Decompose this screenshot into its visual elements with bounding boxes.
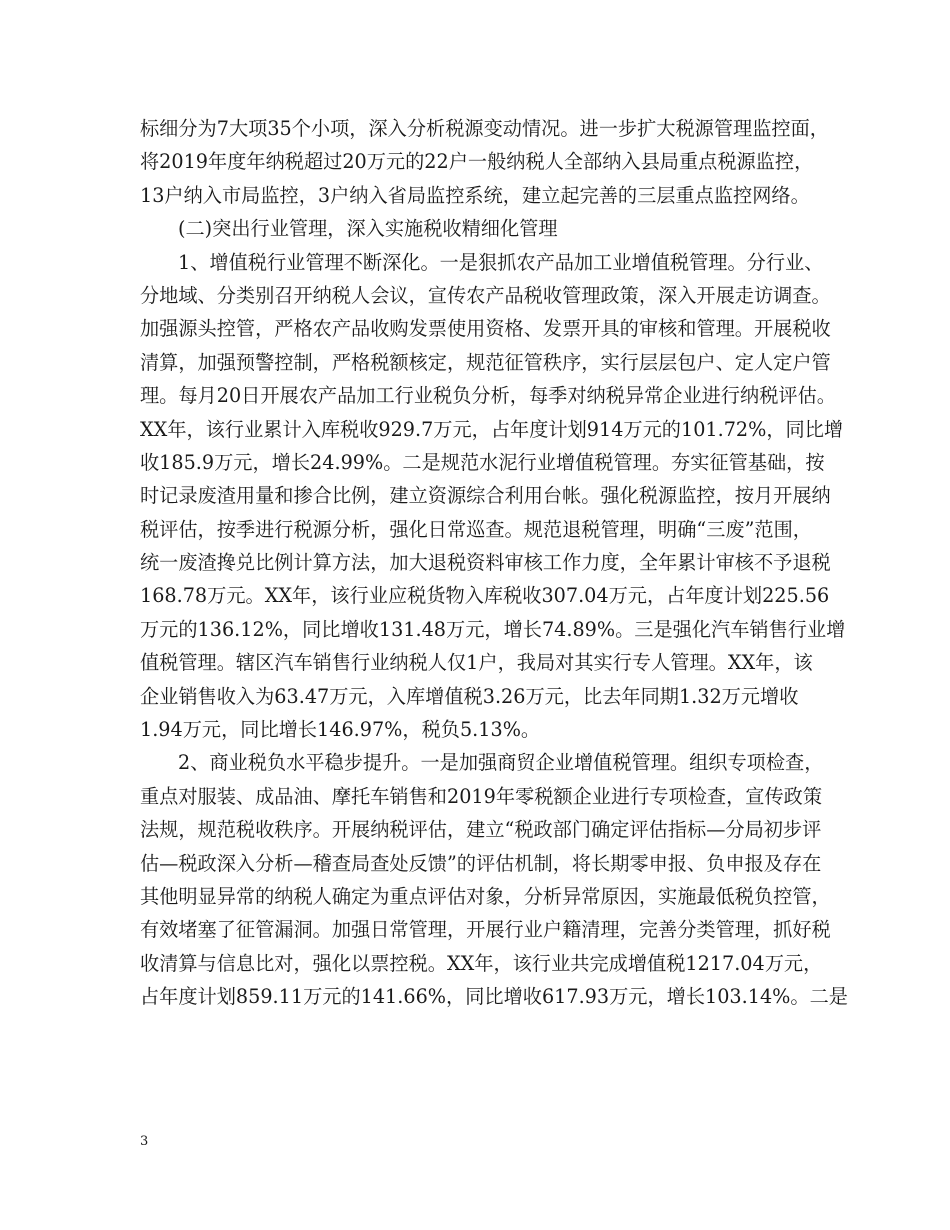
text-line: 清算，加强预警控制，严格税额核定，规范征管秩序，实行层层包户、定人定户管 <box>140 350 831 374</box>
text-line: 收185.9万元，增长24.99%。二是规范水泥行业增值税管理。夯实征管基础，按 <box>140 450 825 474</box>
text-line: 万元的136.12%，同比增收131.48万元，增长74.89%。三是强化汽车销售行业增 <box>140 617 846 641</box>
text-line: 加强源头控管，严格农产品收购发票使用资格、发票开具的审核和管理。开展税收 <box>140 317 831 341</box>
text-line: 标细分为7大项35个小项，深入分析税源变动情况。进一步扩大税源管理监控面， <box>140 117 829 140</box>
text-line: 其他明显异常的纳税人确定为重点评估对象，分析异常原因，实施最低税负控管， <box>140 884 831 908</box>
text-line: 占年度计划859.11万元的141.66%，同比增收617.93万元，增长103.14%。二是 <box>140 985 848 1009</box>
text-line: 理。每月20日开展农产品加工行业税负分析，每季对纳税异常企业进行纳税评估。 <box>140 384 836 408</box>
text-line: 企业销售收入为63.47万元，入库增值税3.26万元，比去年同期1.32万元增收 <box>140 684 799 708</box>
body-text <box>140 112 848 1014</box>
text-line: 值税管理。辖区汽车销售行业纳税人仅1户，我局对其实行专人管理。XX年，该 <box>140 651 813 675</box>
text-line: 估—税政深入分析—稽查局查处反馈”的评估机制，将长期零申报、负申报及存在 <box>140 851 822 875</box>
text-line: 时记录废渣用量和掺合比例，建立资源综合利用台帐。强化税源监控，按月开展纳 <box>140 484 831 508</box>
page-number: 3 <box>140 1134 149 1149</box>
text-line: 1.94万元，同比增长146.97%，税负5.13%。 <box>140 718 541 742</box>
text-line: 收清算与信息比对，强化以票控税。XX年，该行业共完成增值税1217.04万元， <box>140 951 823 975</box>
text-line: 有效堵塞了征管漏洞。加强日常管理，开展行业户籍清理，完善分类管理，抓好税 <box>140 918 831 942</box>
section-heading: (二)突出行业管理，深入实施税收精细化管理 <box>178 217 558 241</box>
paragraph-start: 1、增值税行业管理不断深化。一是狠抓农产品加工业增值税管理。分行业、 <box>178 250 824 274</box>
text-line: 13户纳入市局监控，3户纳入省局监控系统，建立起完善的三层重点监控网络。 <box>140 183 810 207</box>
text-line: 168.78万元。XX年，该行业应税货物入库税收307.04万元，占年度计划225.56 <box>140 584 830 608</box>
text-line: 将2019年度年纳税超过20万元的22户一般纳税人全部纳入县局重点税源监控， <box>140 150 814 174</box>
text-line: 重点对服装、成品油、摩托车销售和2019年零税额企业进行专项检查，宣传政策 <box>140 784 823 808</box>
text-line: XX年，该行业累计入库税收929.7万元，占年度计划914万元的101.72%，同比增 <box>140 417 844 441</box>
text-line: 法规，规范税收秩序。开展纳税评估，建立“税政部门确定评估指标—分局初步评 <box>140 818 822 842</box>
text-line: 分地域、分类别召开纳税人会议，宣传农产品税收管理政策，深入开展走访调查。 <box>140 283 831 307</box>
text-line: 统一废渣搀兑比例计算方法，加大退税资料审核工作力度，全年累计审核不予退税 <box>140 551 831 575</box>
text-line: 税评估，按季进行税源分析，强化日常巡查。规范退税管理，明确“三废”范围， <box>140 517 812 541</box>
paragraph-start: 2、商业税负水平稳步提升。一是加强商贸企业增值税管理。组织专项检查， <box>178 751 824 775</box>
